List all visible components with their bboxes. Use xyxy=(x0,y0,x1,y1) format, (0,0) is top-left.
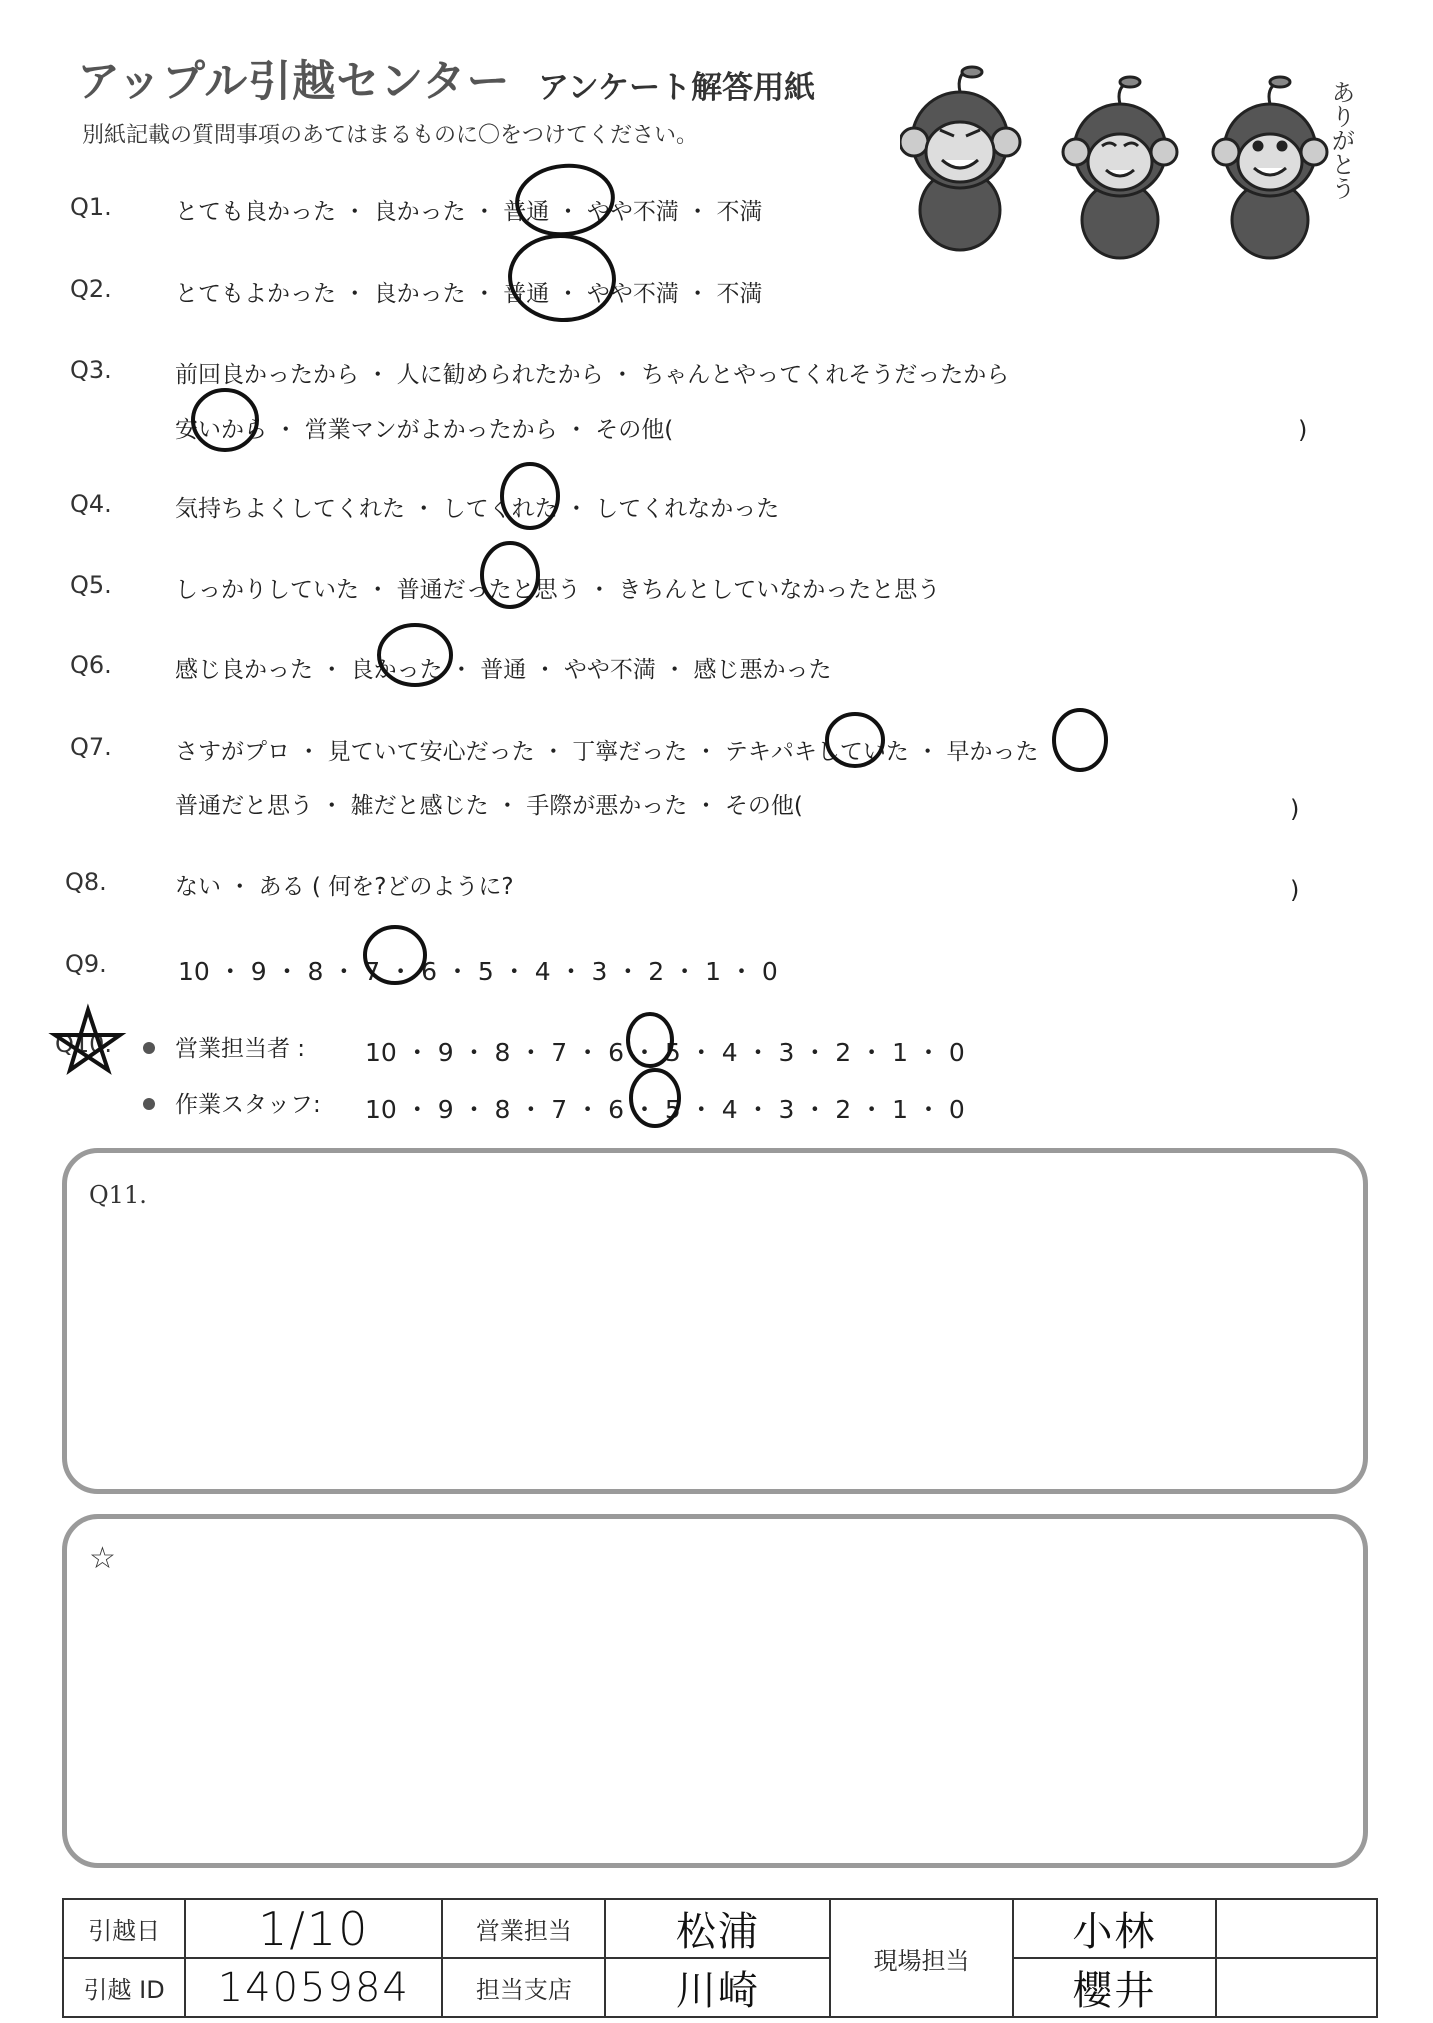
q3-options-line2: 安いから ・ 営業マンがよかったから ・ その他( xyxy=(175,417,674,443)
move-id-label: 引越 ID xyxy=(63,1958,185,2017)
q8-number: Q8. xyxy=(65,868,107,896)
q5-number: Q5. xyxy=(70,571,112,599)
answer-circle-q9 xyxy=(365,927,425,983)
q10-staff-scale: 10 ・ 9 ・ 8 ・ 7 ・ 6 ・ 5 ・ 4 ・ 3 ・ 2 ・ 1 ・ 0 xyxy=(365,1095,965,1124)
company-title: アップル引越センター xyxy=(77,57,511,107)
q9-scale: 10 ・ 9 ・ 8 ・ 7 ・ 6 ・ 5 ・ 4 ・ 3 ・ 2 ・ 1 ・ 0 xyxy=(178,957,778,986)
star-scribble-icon xyxy=(55,1010,120,1070)
q9-number: Q9. xyxy=(65,950,107,978)
q11-label: Q11. xyxy=(89,1181,147,1209)
sales-label: 営業担当 xyxy=(442,1899,605,1958)
star-label: ☆ xyxy=(89,1541,116,1576)
answer-circle-q7a xyxy=(827,714,883,766)
site-handwriting-2: 櫻井 xyxy=(1072,1968,1157,2014)
site-handwriting-1: 小林 xyxy=(1072,1909,1157,1955)
move-id-handwriting: 1405984 xyxy=(217,1964,410,2011)
q7-options-line1: さすがプロ ・ 見ていて安心だった ・ 丁寧だった ・ テキパキしていた ・ 早かった xyxy=(175,739,1039,765)
instruction-text: 別紙記載の質問事項のあてはまるものに〇をつけてください。 xyxy=(82,123,699,148)
move-date-label: 引越日 xyxy=(63,1899,185,1958)
sales-handwriting: 松浦 xyxy=(675,1909,760,1955)
q8-options: ない ・ ある ( 何を?どのように? xyxy=(175,874,514,900)
answer-circle-q10-staff xyxy=(631,1070,679,1126)
q6-options: 感じ良かった ・ 良かった ・ 普通 ・ やや不満 ・ 感じ悪かった xyxy=(175,657,832,683)
move-date-handwriting: 1/10 xyxy=(258,1901,370,1956)
answer-circle-q2 xyxy=(507,232,617,323)
q7-number: Q7. xyxy=(70,733,112,761)
answer-circle-q6 xyxy=(379,625,451,685)
site-label: 現場担当 xyxy=(830,1899,1012,2017)
q3-number: Q3. xyxy=(70,356,112,384)
q10-sales-scale: 10 ・ 9 ・ 8 ・ 7 ・ 6 ・ 5 ・ 4 ・ 3 ・ 2 ・ 1 ・ 0 xyxy=(365,1038,965,1067)
answer-circle-q4 xyxy=(502,464,558,528)
q10-number: Q10. xyxy=(55,1030,113,1058)
branch-label: 担当支店 xyxy=(442,1958,605,2017)
q4-options: 気持ちよくしてくれた ・ してくれた ・ してくれなかった xyxy=(175,496,780,522)
answer-circle-q5 xyxy=(482,543,538,607)
q8-close-paren: ) xyxy=(1290,876,1300,904)
q4-number: Q4. xyxy=(70,490,112,518)
q2-options: とてもよかった ・ 良かった ・ 普通 ・ やや不満 ・ 不満 xyxy=(175,281,763,307)
thanks-text: ありがとう xyxy=(1327,80,1355,200)
q5-options: しっかりしていた ・ 普通だったと思う ・ きちんとしていなかったと思う xyxy=(175,577,941,603)
answer-circle-q1 xyxy=(514,161,617,239)
q1-options: とても良かった ・ 良かった ・ 普通 ・ やや不満 ・ 不満 xyxy=(175,199,763,225)
answer-circle-q7b xyxy=(1054,710,1106,770)
q7-options-line2: 普通だと思う ・ 雑だと感じた ・ 手際が悪かった ・ その他( xyxy=(175,793,803,819)
q6-number: Q6. xyxy=(70,651,112,679)
answer-circle-q10-sales xyxy=(628,1014,672,1066)
form-subtitle: アンケート解答用紙 xyxy=(538,70,816,106)
q10-staff-label: 作業スタッフ: xyxy=(175,1092,321,1118)
q1-number: Q1. xyxy=(70,193,112,221)
q2-number: Q2. xyxy=(70,275,112,303)
answer-circle-q3 xyxy=(193,390,257,450)
q10-sales-label: 営業担当者 : xyxy=(175,1036,306,1062)
q3-options-line1: 前回良かったから ・ 人に勧められたから ・ ちゃんとやってくれそうだったから xyxy=(175,362,1010,388)
q7-close-paren: ) xyxy=(1290,795,1300,823)
branch-handwriting: 川崎 xyxy=(675,1968,760,2014)
q3-close-paren: ) xyxy=(1298,416,1308,444)
